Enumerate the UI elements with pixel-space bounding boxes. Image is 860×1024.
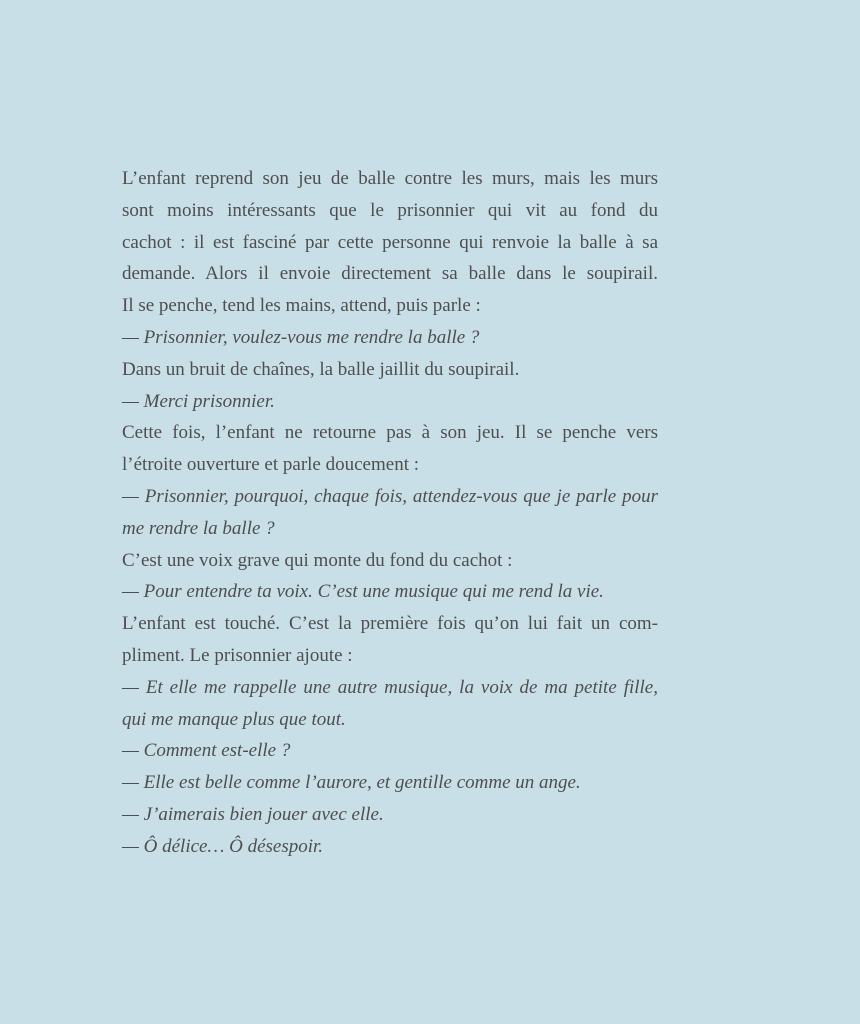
text-line-7: Dans un bruit de chaînes, la balle jaillit du soupirail. <box>122 358 520 380</box>
text-line-15: L’enfant est touché. C’est la première fois qu’on lui fait un com- <box>122 613 658 635</box>
text-line-1: L’enfant reprend son jeu de balle contre les murs, mais les murs <box>122 168 658 189</box>
text-line-2: sont moins intéressants que le prisonnier qui vit au fond du <box>122 199 658 221</box>
story-text <box>122 163 658 863</box>
text-line-16: pliment. Le prisonnier ajoute : <box>122 644 353 666</box>
dialogue-line-14: — Pour entendre ta voix. C’est une musique qui me rend la vie. <box>122 581 604 603</box>
dialogue-line-12: me rendre la balle ? <box>122 517 275 539</box>
dialogue-line-8: — Merci prisonnier. <box>122 390 275 412</box>
dialogue-line-17: — Et elle me rappelle une autre musique, la voix de ma petite fille, <box>122 676 658 698</box>
text-line-4: demande. Alors il envoie directement sa balle dans le soupirail. <box>122 263 658 285</box>
dialogue-line-11: — Prisonnier, pourquoi, chaque fois, attendez-vous que je parle pour <box>122 485 658 507</box>
text-line-5: Il se penche, tend les mains, attend, puis parle : <box>122 295 481 317</box>
dialogue-line-18: qui me manque plus que tout. <box>122 708 346 730</box>
dialogue-line-21: — J’aimerais bien jouer avec elle. <box>122 803 384 825</box>
text-line-3: cachot : il est fasciné par cette personne qui renvoie la balle à sa <box>122 231 658 253</box>
dialogue-line-6: — Prisonnier, voulez-vous me rendre la balle ? <box>122 326 480 348</box>
text-line-9: Cette fois, l’enfant ne retourne pas à son jeu. Il se penche vers <box>122 422 658 444</box>
dialogue-line-19: — Comment est-elle ? <box>122 740 291 762</box>
dialogue-line-20: — Elle est belle comme l’aurore, et gentille comme un ange. <box>122 772 581 794</box>
text-line-13: C’est une voix grave qui monte du fond du cachot : <box>122 549 513 571</box>
text-line-10: l’étroite ouverture et parle doucement : <box>122 454 420 476</box>
dialogue-line-22: — Ô délice… Ô désespoir. <box>122 835 324 857</box>
